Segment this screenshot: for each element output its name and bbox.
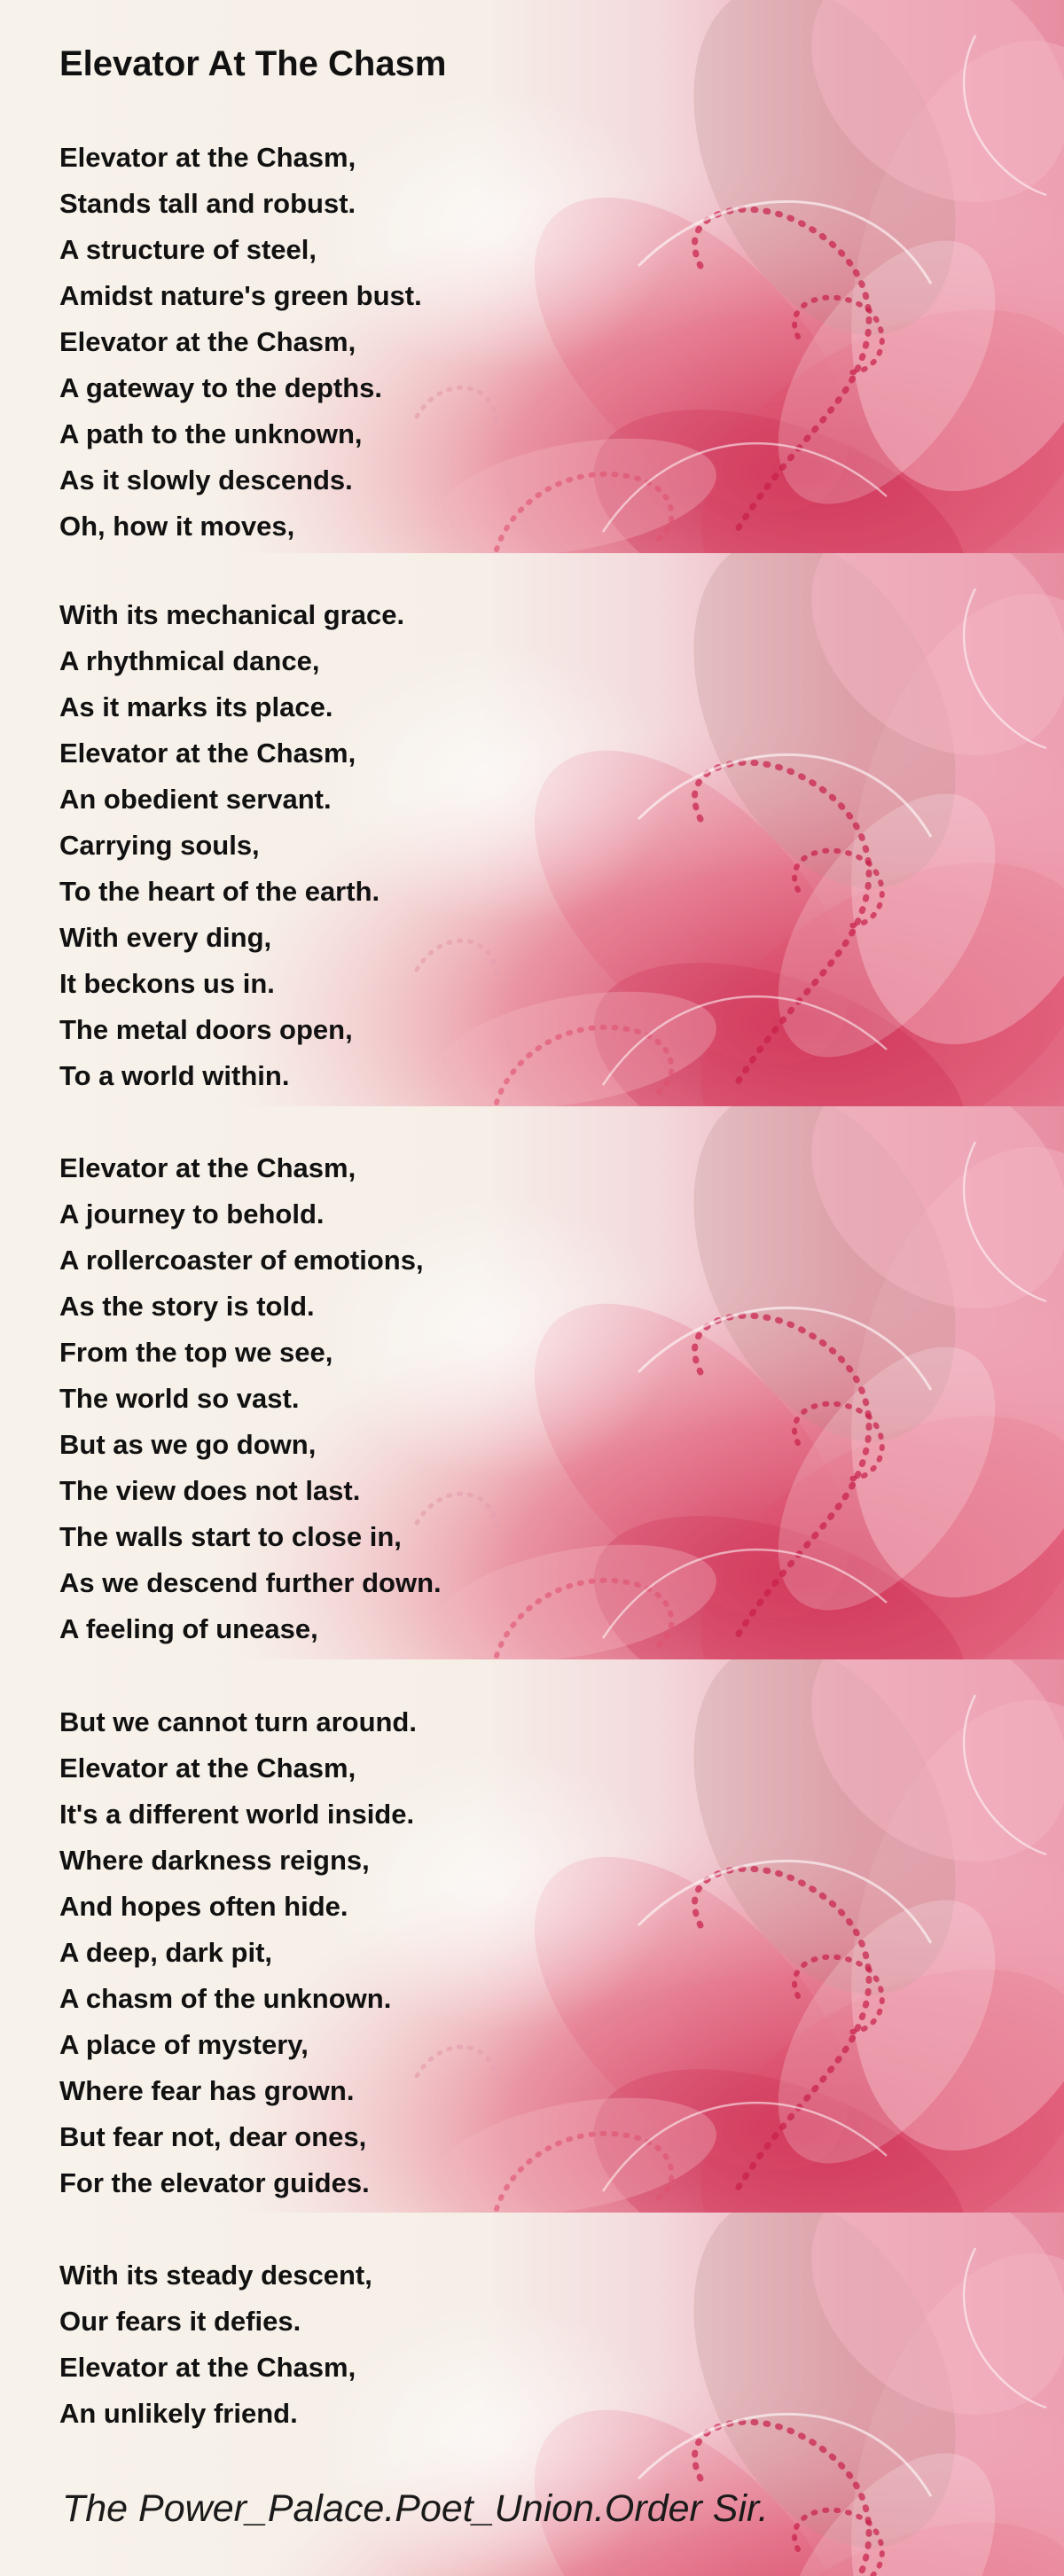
poem-line: Amidst nature's green bust. xyxy=(59,280,422,311)
poem-line: As it slowly descends. xyxy=(59,464,353,496)
poem-line: A structure of steel, xyxy=(59,234,317,265)
poem-line: Where fear has grown. xyxy=(59,2075,355,2106)
poem-line: As the story is told. xyxy=(59,1291,315,1322)
poem-line: Elevator at the Chasm, xyxy=(59,142,356,173)
poem-line: A chasm of the unknown. xyxy=(59,1983,392,2014)
poem-line: Elevator at the Chasm, xyxy=(59,1152,356,1183)
poem-line: Elevator at the Chasm, xyxy=(59,2352,356,2383)
poem-title: Elevator At The Chasm xyxy=(59,44,447,83)
poem-line: The world so vast. xyxy=(59,1383,300,1414)
poem-line: The walls start to close in, xyxy=(59,1521,402,1552)
poem-line: A gateway to the depths. xyxy=(59,372,383,403)
poem-line: From the top we see, xyxy=(59,1337,333,1368)
poem-line: And hopes often hide. xyxy=(59,1891,348,1922)
poem-line: An obedient servant. xyxy=(59,784,332,815)
poem-line: A rollercoaster of emotions, xyxy=(59,1245,424,1276)
poem-line: Where darkness reigns, xyxy=(59,1845,370,1876)
poem-line: To the heart of the earth. xyxy=(59,876,380,907)
poem-line: But as we go down, xyxy=(59,1429,317,1460)
stanza-5 xyxy=(59,2252,372,2437)
poem-line: A path to the unknown, xyxy=(59,418,363,449)
poem-line: With every ding, xyxy=(59,922,272,953)
poem-line: The metal doors open, xyxy=(59,1014,353,1045)
poem-line: A rhythmical dance, xyxy=(59,645,320,676)
poem-line: For the elevator guides. xyxy=(59,2167,370,2198)
poem-line: A place of mystery, xyxy=(59,2029,309,2060)
poem-line: Elevator at the Chasm, xyxy=(59,738,356,769)
poem-line: Oh, how it moves, xyxy=(59,511,295,542)
stanza-4 xyxy=(59,1699,417,2206)
stanza-1 xyxy=(59,135,422,550)
poem-line: To a world within. xyxy=(59,1060,290,1091)
poem-line: The view does not last. xyxy=(59,1475,361,1506)
stanza-3 xyxy=(59,1145,442,1652)
poem-line: Elevator at the Chasm, xyxy=(59,326,356,357)
poem-line: With its mechanical grace. xyxy=(59,599,405,630)
poem-line: A deep, dark pit, xyxy=(59,1937,273,1968)
poem-line: But we cannot turn around. xyxy=(59,1706,417,1737)
poem-author: The Power_Palace.Poet_Union.Order Sir. xyxy=(62,2487,769,2530)
poem-line: It's a different world inside. xyxy=(59,1799,415,1830)
poem-line: But fear not, dear ones, xyxy=(59,2121,367,2152)
poem-line: As it marks its place. xyxy=(59,691,333,722)
poem-line: It beckons us in. xyxy=(59,968,275,999)
poem-line: Stands tall and robust. xyxy=(59,188,356,219)
poem-line: Carrying souls, xyxy=(59,830,260,861)
poem-line: A journey to behold. xyxy=(59,1198,325,1229)
poem-line: Elevator at the Chasm, xyxy=(59,1752,356,1784)
poem-line: Our fears it defies. xyxy=(59,2306,301,2337)
poem-line: A feeling of unease, xyxy=(59,1613,318,1644)
poem-line: An unlikely friend. xyxy=(59,2398,298,2429)
poem-line: With its steady descent, xyxy=(59,2260,372,2291)
stanza-2 xyxy=(59,592,404,1099)
poem-line: As we descend further down. xyxy=(59,1567,442,1598)
